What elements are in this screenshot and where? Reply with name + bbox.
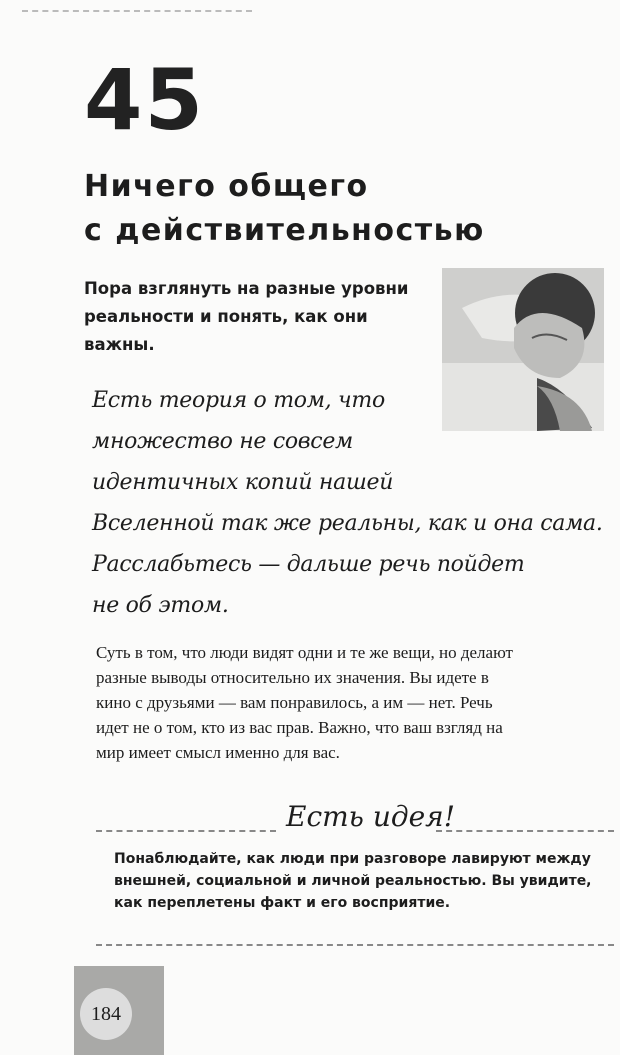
body-line: идет не о том, кто из вас прав. Важно, что ваш взгляд на: [96, 718, 503, 737]
quote-line: не об этом.: [92, 593, 229, 618]
chapter-title: [84, 165, 544, 253]
idea-divider-right: [436, 830, 614, 832]
body-line: кино с друзьями — вам понравилось, а им — нет. Речь: [96, 693, 493, 712]
quote-line: идентичных копий нашей: [92, 470, 394, 495]
idea-title: Есть идея!: [286, 800, 455, 833]
idea-text: [114, 848, 614, 914]
idea-line: как переплетены факт и его восприятие.: [114, 895, 451, 911]
lead-line: реальности и понять, как они: [84, 307, 368, 326]
page-number-tab: [74, 966, 164, 1055]
handwritten-quote: [92, 380, 603, 626]
idea-line: Понаблюдайте, как люди при разговоре лавируют между: [114, 851, 591, 867]
quote-line: множество не совсем: [92, 429, 353, 454]
body-line: разные выводы относительно их значения. Вы идете в: [96, 668, 489, 687]
idea-divider-bottom: [96, 944, 614, 946]
chapter-title-line: с действительностью: [84, 213, 485, 248]
quote-line: Вселенной так же реальны, как и она сама.: [92, 511, 603, 536]
chapter-number: 45: [84, 51, 205, 149]
quote-line: Расслабьтесь — дальше речь пойдет: [92, 552, 525, 577]
idea-box: [96, 800, 614, 960]
idea-line: внешней, социальной и личной реальностью. Вы увидите,: [114, 873, 592, 889]
page-number: 184: [80, 988, 132, 1040]
body-paragraph: [96, 640, 614, 765]
chapter-title-line: Ничего общего: [84, 169, 369, 204]
quote-line: Есть теория о том, что: [92, 388, 385, 413]
lead-paragraph: [84, 275, 429, 359]
lead-line: Пора взглянуть на разные уровни: [84, 279, 409, 298]
lead-line: важны.: [84, 335, 155, 354]
body-line: Суть в том, что люди видят одни и те же вещи, но делают: [96, 643, 513, 662]
body-line: мир имеет смысл именно для вас.: [96, 743, 340, 762]
idea-divider-left: [96, 830, 276, 832]
top-decorative-rule: [22, 10, 252, 12]
